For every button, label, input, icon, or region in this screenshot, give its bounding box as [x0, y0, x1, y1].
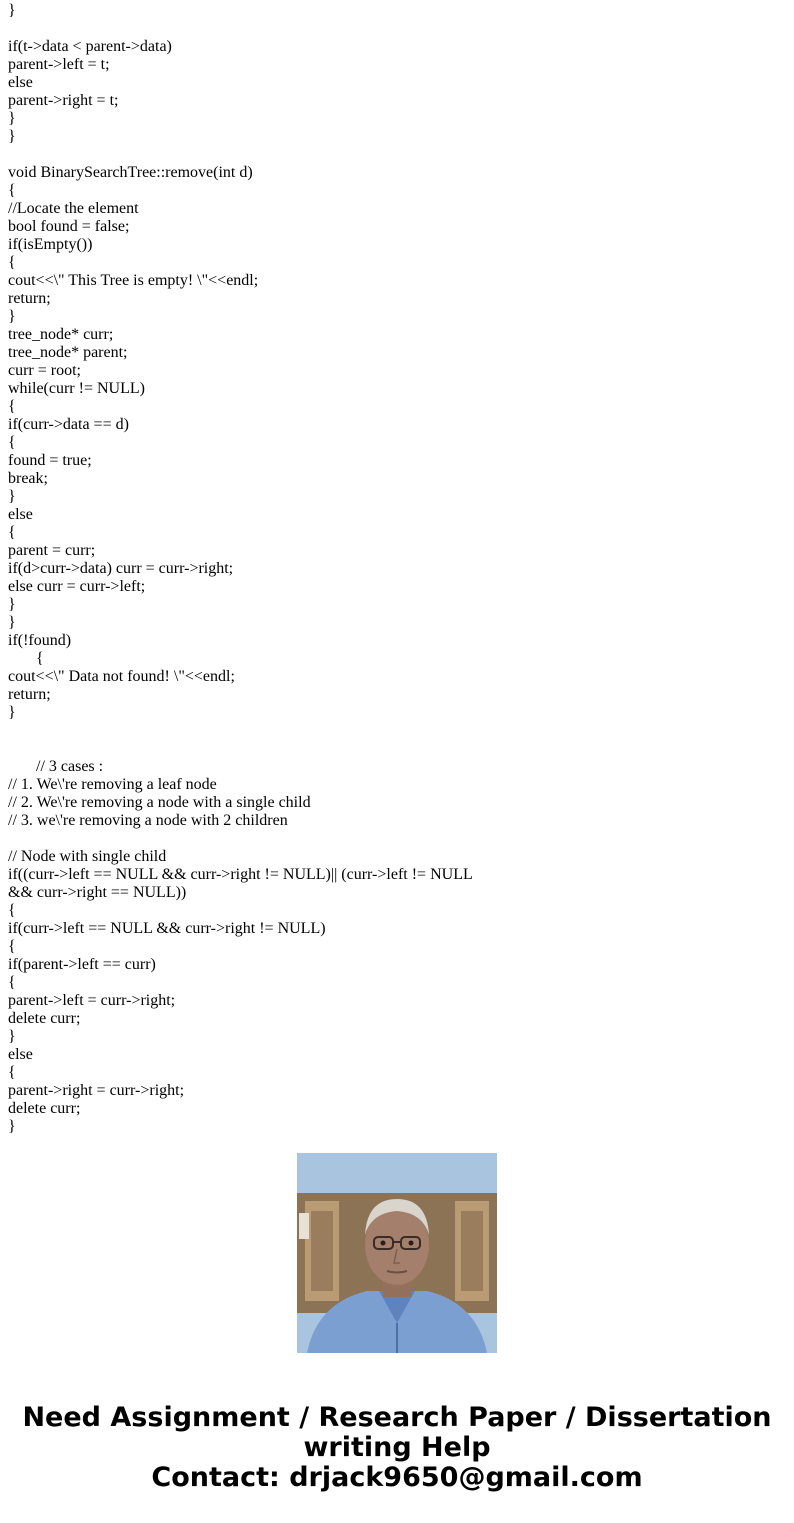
code-line: parent->left = curr->right;	[8, 992, 176, 1009]
code-line: break;	[8, 470, 48, 487]
code-line: void BinarySearchTree::remove(int d)	[8, 164, 253, 181]
code-line: if((curr->left == NULL && curr->right != NULL)|| (curr->left != NULL	[8, 866, 473, 883]
presenter-avatar	[297, 1153, 497, 1353]
code-line: cout<<\" Data not found! \"<<endl;	[8, 668, 235, 685]
code-line: }	[8, 308, 16, 325]
code-line: if(curr->left == NULL && curr->right != NULL)	[8, 920, 326, 937]
code-line: parent->right = t;	[8, 92, 119, 109]
code-line: }	[8, 488, 16, 505]
code-line: bool found = false;	[8, 218, 130, 235]
promo-subheadline: writing Help	[303, 1432, 491, 1463]
code-line: }	[8, 596, 16, 613]
code-line: else	[8, 74, 33, 91]
code-line: }	[8, 1118, 16, 1135]
code-line: return;	[8, 686, 51, 703]
code-line: // 1. We\'re removing a leaf node	[8, 776, 217, 793]
promo-banner	[0, 1403, 794, 1493]
code-line: {	[8, 1064, 16, 1081]
code-line	[8, 20, 473, 38]
code-line: // 2. We\'re removing a node with a single child	[8, 794, 311, 811]
code-line: if(!found)	[8, 632, 72, 649]
code-line: }	[8, 704, 16, 721]
code-line: }	[8, 128, 16, 145]
code-line: {	[8, 398, 16, 415]
code-line: parent->right = curr->right;	[8, 1082, 185, 1099]
code-line: {	[8, 524, 16, 541]
code-line: }	[8, 2, 16, 19]
code-line: else	[8, 1046, 33, 1063]
code-line: // 3. we\'re removing a node with 2 children	[8, 812, 288, 829]
promo-headline: Need Assignment / Research Paper / Dissertation	[22, 1402, 772, 1433]
code-line: delete curr;	[8, 1010, 81, 1027]
code-listing	[8, 0, 473, 1136]
code-line: tree_node* curr;	[8, 326, 114, 343]
code-line: }	[8, 1028, 16, 1045]
code-line: {	[8, 182, 16, 199]
code-line: // Node with single child	[8, 848, 167, 865]
code-line	[8, 740, 473, 758]
code-line: if(curr->data == d)	[8, 416, 129, 433]
code-line: while(curr != NULL)	[8, 380, 145, 397]
code-line: delete curr;	[8, 1100, 81, 1117]
code-line: found = true;	[8, 452, 92, 469]
promo-contact: Contact: drjack9650@gmail.com	[151, 1462, 643, 1493]
code-line: }	[8, 110, 16, 127]
code-line: {	[8, 938, 16, 955]
code-line: else	[8, 506, 33, 523]
code-line: && curr->right == NULL))	[8, 884, 187, 901]
code-line: parent->left = t;	[8, 56, 110, 73]
code-line: else curr = curr->left;	[8, 578, 146, 595]
code-line: cout<<\" This Tree is empty! \"<<endl;	[8, 272, 259, 289]
code-line	[8, 830, 473, 848]
code-line: //Locate the element	[8, 200, 139, 217]
code-line: return;	[8, 290, 51, 307]
code-line: if(parent->left == curr)	[8, 956, 156, 973]
code-line	[8, 722, 473, 740]
code-line: {	[8, 650, 44, 667]
code-line: curr = root;	[8, 362, 81, 379]
code-line: {	[8, 974, 16, 991]
code-line: tree_node* parent;	[8, 344, 128, 361]
code-line: if(t->data < parent->data)	[8, 38, 172, 55]
presenter-photo-icon	[297, 1153, 497, 1353]
code-line	[8, 146, 473, 164]
code-line: {	[8, 254, 16, 271]
code-line: }	[8, 614, 16, 631]
code-line: parent = curr;	[8, 542, 96, 559]
code-line: {	[8, 902, 16, 919]
code-line: if(d>curr->data) curr = curr->right;	[8, 560, 234, 577]
code-line: {	[8, 434, 16, 451]
code-line: if(isEmpty())	[8, 236, 93, 253]
code-line: // 3 cases :	[8, 758, 104, 775]
